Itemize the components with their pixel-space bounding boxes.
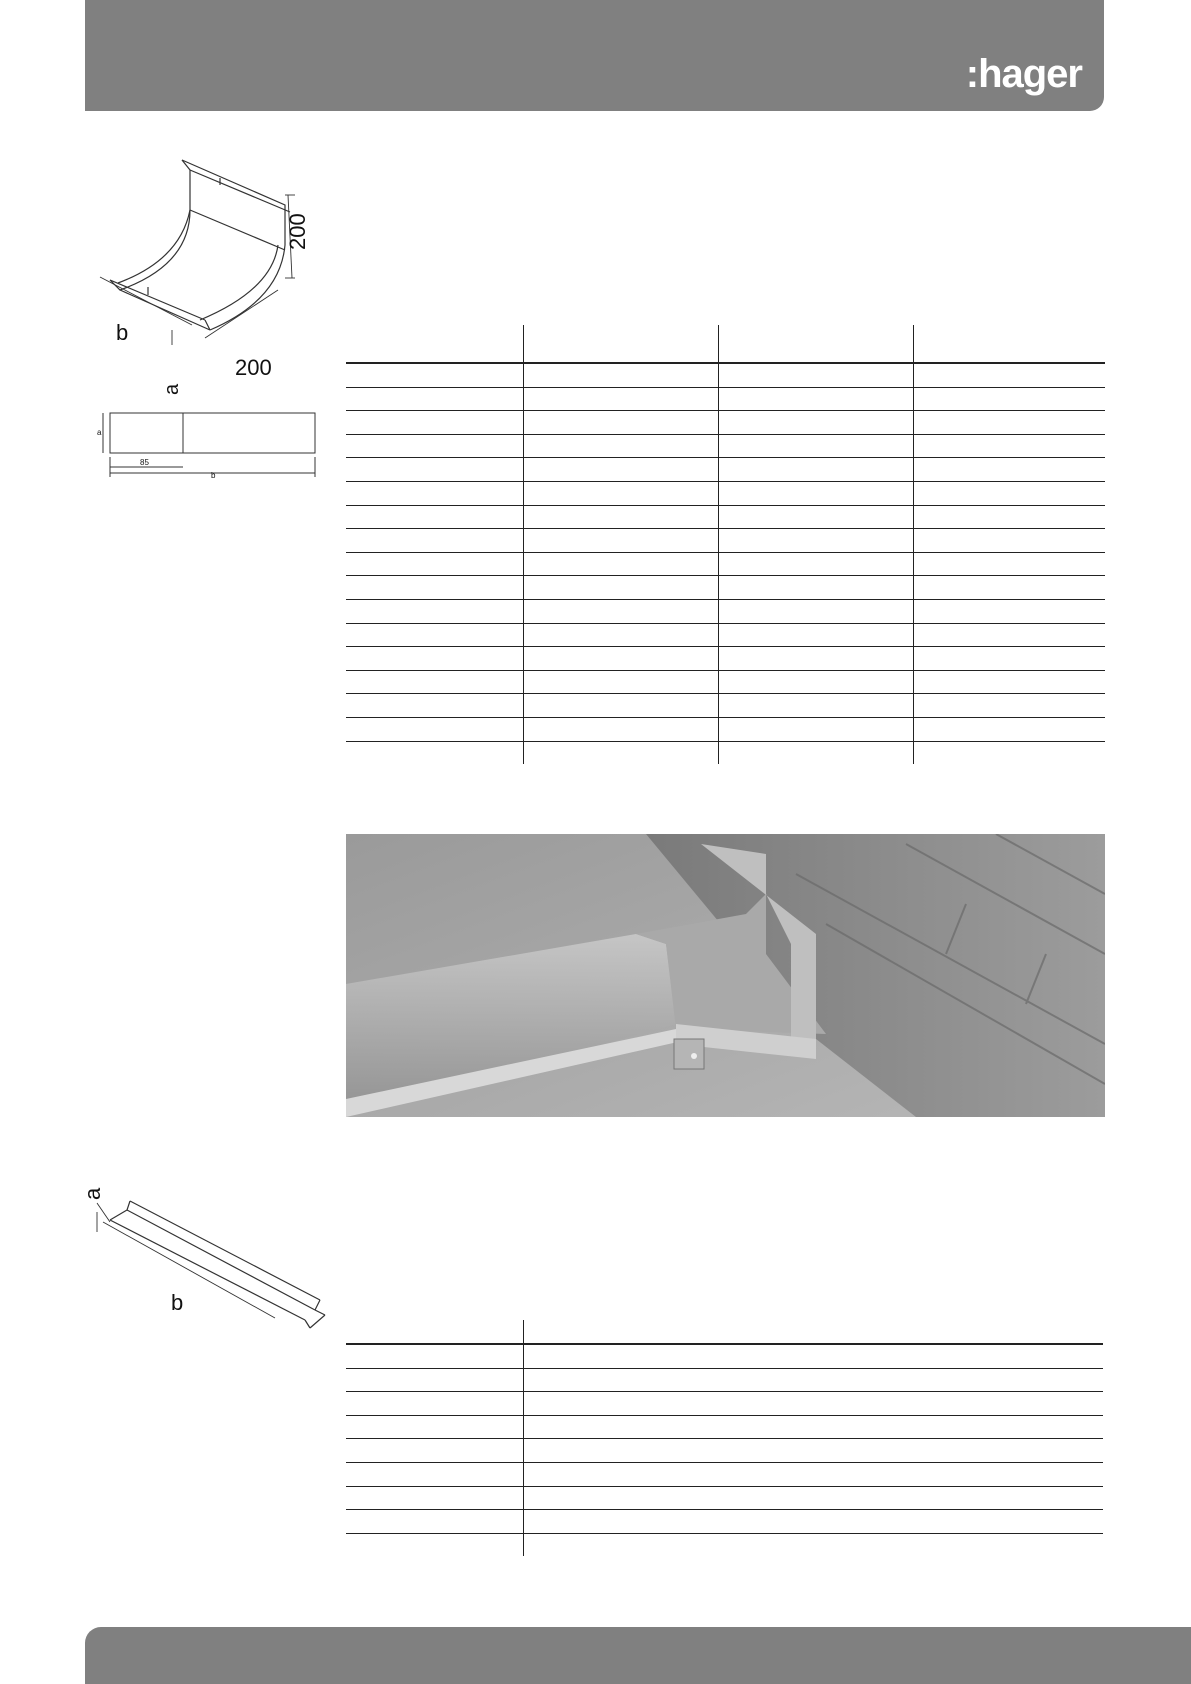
height-dimension-label: 200 [285, 213, 310, 250]
height-label-a: a [161, 383, 183, 395]
installation-photo [346, 834, 1105, 1117]
width-dimension-label-b: b [116, 320, 129, 345]
cover-label-b: b [171, 1290, 184, 1315]
bend-isometric-drawing [80, 150, 320, 400]
top-spec-table [346, 325, 1105, 764]
bottom-spec-table [346, 1320, 1103, 1556]
cross-section-drawing [95, 405, 325, 480]
depth-dimension-label: 200 [235, 355, 272, 380]
section-label-85: 85 [140, 458, 149, 467]
cover-label-a: a [80, 1187, 105, 1200]
cover-isometric-drawing [75, 1170, 335, 1350]
hager-logo: :hager [965, 52, 1082, 96]
section-label-b: b [211, 471, 216, 480]
section-label-a: a [97, 428, 102, 437]
header-band [85, 0, 1104, 111]
footer-band [85, 1627, 1191, 1684]
